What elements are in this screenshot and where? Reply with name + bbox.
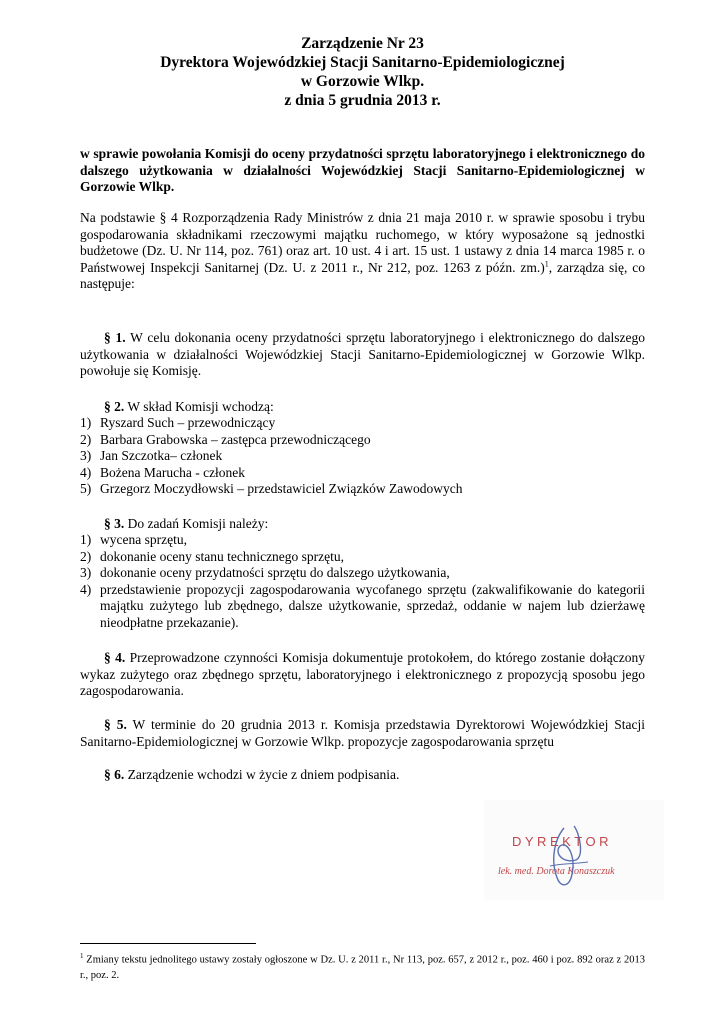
section-6-label: § 6. xyxy=(104,767,125,782)
title-line-1: Zarządzenie Nr 23 xyxy=(301,35,424,52)
footnote-reference: 1 xyxy=(544,259,549,268)
stamp-svg xyxy=(484,800,664,900)
section-6 xyxy=(80,767,645,784)
list-item-text: Grzegorz Moczydłowski – przedstawiciel Związków Zawodowych xyxy=(100,481,463,496)
list-item-text: Ryszard Such – przewodniczący xyxy=(100,415,276,430)
list-item xyxy=(80,532,645,549)
document-title xyxy=(80,34,645,110)
list-item-text: dokonanie oceny stanu technicznego sprzętu, xyxy=(100,548,345,564)
footnote xyxy=(80,949,645,983)
preamble-text-end: , zarządza się, co następuje: xyxy=(80,259,645,291)
section-5-text: W terminie do 20 grudnia 2013 r. Komisja przedstawia Dyrektorowi Wojewódzkiej Stacji Sanitarno-Epidemiologicznej w Gorzowie Wlkp. propozycje zagospodarowania sprzętu xyxy=(80,717,645,749)
list-item-number: 1) xyxy=(80,532,92,547)
list-item-text: Jan Szczotka– członek xyxy=(100,448,223,463)
list-item-number: 3) xyxy=(80,448,92,463)
list-item-text: Bożena Marucha - członek xyxy=(100,464,246,480)
list-item-text: wycena sprzętu, xyxy=(100,532,187,547)
list-item-text: przedstawienie propozycji zagospodarowania wycofanego sprzętu (zakwalifikowanie do kategorii majątku zużytego lub zbędnego, dalsze użytkowanie, sprzedaż, oddanie w najem lub dzierżawę nieodpłatne przekazanie). xyxy=(100,581,645,630)
document-subject: w sprawie powołania Komisji do oceny przydatności sprzętu laboratoryjnego i elektronicznego do dalszego użytkowania w działalności Wojewódzkiej Stacji Sanitarno-Epidemiologicznej w Gorzowie Wlkp. xyxy=(80,146,645,194)
section-4-text: Przeprowadzone czynności Komisja dokumentuje protokołem, do którego zostanie dołączony wykaz zużytego oraz zbędnego sprzętu, laboratoryjnego i elektronicznego z propozycją sposobu jego zagospodarowania. xyxy=(80,650,645,698)
section-3-heading xyxy=(80,516,645,533)
preamble xyxy=(80,210,645,293)
list-item xyxy=(80,582,645,632)
section-5-label: § 5. xyxy=(104,717,127,732)
section-4 xyxy=(80,650,645,700)
list-item xyxy=(80,481,645,498)
list-item xyxy=(80,415,645,432)
list-item xyxy=(80,432,645,449)
list-item-number: 4) xyxy=(80,581,92,597)
section-3-label: § 3. xyxy=(104,516,125,531)
section-6-text: Zarządzenie wchodzi w życie z dniem podpisania. xyxy=(124,767,400,782)
footnote-separator xyxy=(80,943,256,944)
stamp-name: lek. med. Dorota Konaszczuk xyxy=(498,866,615,877)
committee-tasks-list xyxy=(80,532,645,631)
footnote-text: Zmiany tekstu jednolitego ustawy zostały ogłoszone w Dz. U. z 2011 r., Nr 113, poz. 657, z 2012 r., poz. 460 i poz. 892 oraz z 2013 r., poz. 2. xyxy=(80,954,645,981)
list-item xyxy=(80,465,645,482)
section-3-text: Do zadań Komisji należy: xyxy=(124,516,269,531)
section-2-label: § 2. xyxy=(104,399,125,414)
footnote-mark: 1 xyxy=(80,952,84,960)
stamp-title: DYREKTOR xyxy=(512,834,612,849)
list-item-number: 1) xyxy=(80,415,92,430)
list-item-number: 2) xyxy=(80,431,92,447)
list-item-number: 3) xyxy=(80,565,92,580)
preamble-text: Na podstawie § 4 Rozporządzenia Rady Ministrów z dnia 21 maja 2010 r. w sprawie sposobu i trybu gospodarowania składnikami rzeczowymi majątku ruchomego, w który wyposażone są jednostki budżetowe (Dz. U. Nr 114, poz. 761) oraz art. 10 ust. 4 i art. 15 ust. 1 ustawy z dnia 14 marca 1985 r. o Państwowej Inspekcji Sanitarnej (Dz. U. z 2011 r., Nr 212, poz. 1263 z późn. zm.) xyxy=(80,210,645,275)
list-item-text: dokonanie oceny przydatności sprzętu do dalszego użytkowania, xyxy=(100,565,450,580)
section-2-text: W skład Komisji wchodzą: xyxy=(124,399,274,414)
list-item xyxy=(80,565,645,582)
title-line-2: Dyrektora Wojewódzkiej Stacji Sanitarno-Epidemiologicznej xyxy=(160,54,565,71)
committee-members-list xyxy=(80,415,645,498)
section-1-label: § 1. xyxy=(104,330,126,345)
list-item-number: 4) xyxy=(80,464,92,480)
director-stamp-signature xyxy=(484,800,664,900)
list-item-text: Barbara Grabowska – zastępca przewodniczącego xyxy=(100,431,371,447)
title-line-3: w Gorzowie Wlkp. xyxy=(300,73,425,90)
section-5 xyxy=(80,717,645,750)
title-line-4: z dnia 5 grudnia 2013 r. xyxy=(284,92,441,109)
section-1-text: W celu dokonania oceny przydatności sprzętu laboratoryjnego i elektronicznego do dalszego użytkowania w działalności Wojewódzkiej Stacji Sanitarno-Epidemiologicznej w Gorzowie Wlkp. powołuje się Komisję. xyxy=(80,330,645,378)
list-item-number: 2) xyxy=(80,548,92,564)
list-item-number: 5) xyxy=(80,481,92,496)
section-1 xyxy=(80,330,645,380)
list-item xyxy=(80,448,645,465)
section-4-label: § 4. xyxy=(104,650,126,665)
section-2-heading xyxy=(80,399,645,416)
list-item xyxy=(80,549,645,566)
